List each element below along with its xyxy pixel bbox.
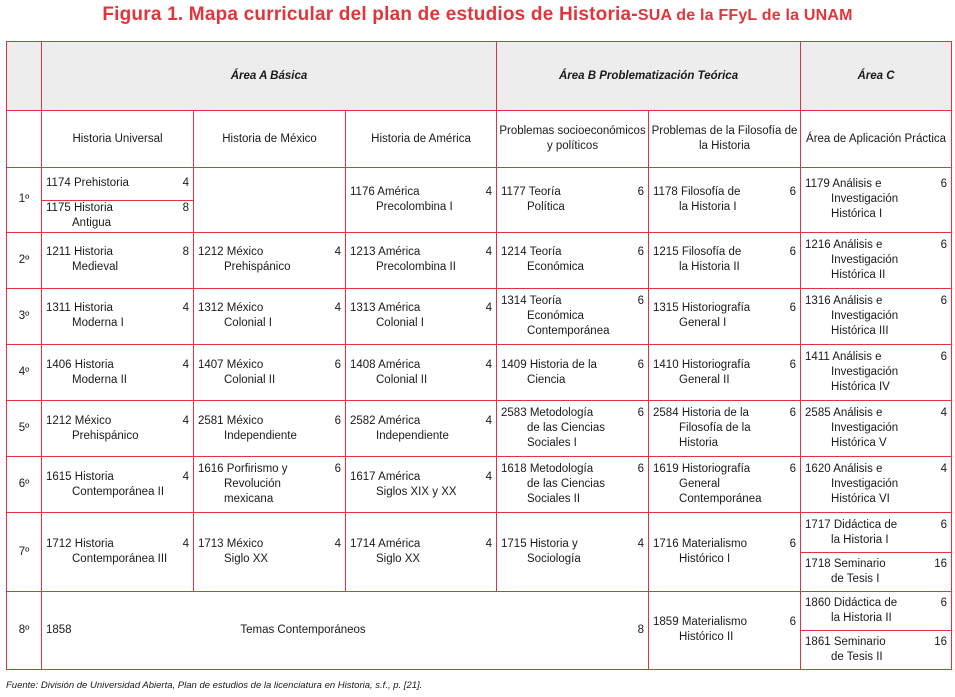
course-cell: 1616 Porfirismo y Revolución mexicana 6 <box>194 457 346 513</box>
course-cell: 1216 Análisis e Investigación Histórica II 6 <box>801 232 952 288</box>
course-cell: 1213 América Precolombina II 4 <box>346 232 497 288</box>
col-historia-mexico: Historia de México <box>194 111 346 168</box>
column-header-row <box>7 111 952 168</box>
course-item: 1861 Seminario de Tesis II 16 <box>805 635 948 663</box>
semester-row <box>7 401 952 457</box>
semester-row <box>7 457 952 513</box>
course-cell: 1859 Materialismo Histórico II 6 <box>649 591 801 669</box>
course-cell: 1211 Historia Medieval 8 <box>42 232 194 288</box>
semester-label: 1º <box>7 168 42 232</box>
course-item: 1174 Prehistoria 4 <box>46 177 189 190</box>
course-item: 1718 Seminario de Tesis I 16 <box>805 557 948 585</box>
course-cell: 1179 Análisis e Investigación Histórica I 6 <box>801 168 952 232</box>
semester-row <box>7 288 952 344</box>
course-cell: 1178 Filosofía de la Historia I 6 <box>649 168 801 232</box>
course-cell: 1312 México Colonial I 4 <box>194 288 346 344</box>
course-cell: 2585 Análisis e Investigación Histórica V 4 <box>801 401 952 457</box>
area-b-header: Área B Problematización Teórica <box>497 42 801 111</box>
course-cell: 1215 Filosofía de la Historia II 6 <box>649 232 801 288</box>
corner-cell <box>7 42 42 111</box>
semester-row <box>7 168 952 232</box>
course-cell: 1408 América Colonial II 4 <box>346 344 497 400</box>
course-cell: 1410 Historiografía General II 6 <box>649 344 801 400</box>
curriculum-table <box>6 41 952 670</box>
figure-title: Figura 1. Mapa curricular del plan de estudios de Historia-SUA de la FFyL de la UNAM <box>102 4 853 25</box>
semester-row <box>7 513 952 591</box>
course-cell <box>801 591 952 669</box>
blank-cell <box>7 111 42 168</box>
course-item: 1717 Didáctica de la Historia I 6 <box>805 518 948 546</box>
semester-label: 3º <box>7 288 42 344</box>
course-cell: 1618 Metodología de las Ciencias Sociales II 6 <box>497 457 649 513</box>
course-cell: 1176 América Precolombina I 4 <box>346 168 497 232</box>
area-a-header: Área A Básica <box>42 42 497 111</box>
course-cell: 1316 Análisis e Investigación Histórica III 6 <box>801 288 952 344</box>
course-cell: 2582 América Independiente 4 <box>346 401 497 457</box>
course-cell <box>801 513 952 591</box>
course-cell: 1617 América Siglos XIX y XX 4 <box>346 457 497 513</box>
course-cell: 1712 Historia Contemporánea III 4 <box>42 513 194 591</box>
course-cell: 1177 Teoría Política 6 <box>497 168 649 232</box>
course-cell <box>42 168 194 232</box>
area-header-row <box>7 42 952 111</box>
semester-label: 8º <box>7 591 42 669</box>
course-cell: 1214 Teoría Económica 6 <box>497 232 649 288</box>
course-cell: 1619 Historiografía General Contemporánea 6 <box>649 457 801 513</box>
col-aplicacion-practica: Área de Aplicación Práctica <box>801 111 952 168</box>
course-cell: 1313 América Colonial I 4 <box>346 288 497 344</box>
course-cell: 1714 América Siglo XX 4 <box>346 513 497 591</box>
course-cell: 2584 Historia de la Filosofía de la Historia 6 <box>649 401 801 457</box>
col-problemas-socioeconomicos: Problemas socioeconómicos y políticos <box>497 111 649 168</box>
course-cell: 1713 México Siglo XX 4 <box>194 513 346 591</box>
course-cell-wide: 1858 Temas Contemporáneos 8 <box>42 591 649 669</box>
course-cell: 1315 Historiografía General I 6 <box>649 288 801 344</box>
col-historia-universal: Historia Universal <box>42 111 194 168</box>
course-item: 1860 Didáctica de la Historia II 6 <box>805 596 948 624</box>
course-cell: 1212 México Prehispánico 4 <box>42 401 194 457</box>
semester-label: 5º <box>7 401 42 457</box>
course-cell: 1615 Historia Contemporánea II 4 <box>42 457 194 513</box>
empty-cell <box>194 168 346 232</box>
area-c-header: Área C <box>801 42 952 111</box>
course-cell: 1715 Historia y Sociología 4 <box>497 513 649 591</box>
col-historia-america: Historia de América <box>346 111 497 168</box>
semester-row <box>7 591 952 669</box>
course-cell: 1716 Materialismo Histórico I 6 <box>649 513 801 591</box>
course-cell: 1409 Historia de la Ciencia 6 <box>497 344 649 400</box>
course-cell: 1620 Análisis e Investigación Histórica VI 4 <box>801 457 952 513</box>
course-cell: 1212 México Prehispánico 4 <box>194 232 346 288</box>
col-problemas-filosofia: Problemas de la Filosofía de la Historia <box>649 111 801 168</box>
semester-label: 4º <box>7 344 42 400</box>
course-item: 1175 Historia Antigua 8 <box>46 202 189 230</box>
source-footnote: Fuente: División de Universidad Abierta, Plan de estudios de la licenciatura en Historia, s.f., p. [21]. <box>6 680 423 691</box>
semester-row <box>7 344 952 400</box>
course-cell: 2581 México Independiente 6 <box>194 401 346 457</box>
course-cell: 2583 Metodología de las Ciencias Sociales I 6 <box>497 401 649 457</box>
course-cell: 1406 Historia Moderna II 4 <box>42 344 194 400</box>
course-cell: 1411 Análisis e Investigación Histórica IV 6 <box>801 344 952 400</box>
course-cell: 1407 México Colonial II 6 <box>194 344 346 400</box>
semester-label: 6º <box>7 457 42 513</box>
semester-label: 7º <box>7 513 42 591</box>
course-cell: 1314 Teoría Económica Contemporánea 6 <box>497 288 649 344</box>
semester-label: 2º <box>7 232 42 288</box>
semester-row <box>7 232 952 288</box>
course-cell: 1311 Historia Moderna I 4 <box>42 288 194 344</box>
